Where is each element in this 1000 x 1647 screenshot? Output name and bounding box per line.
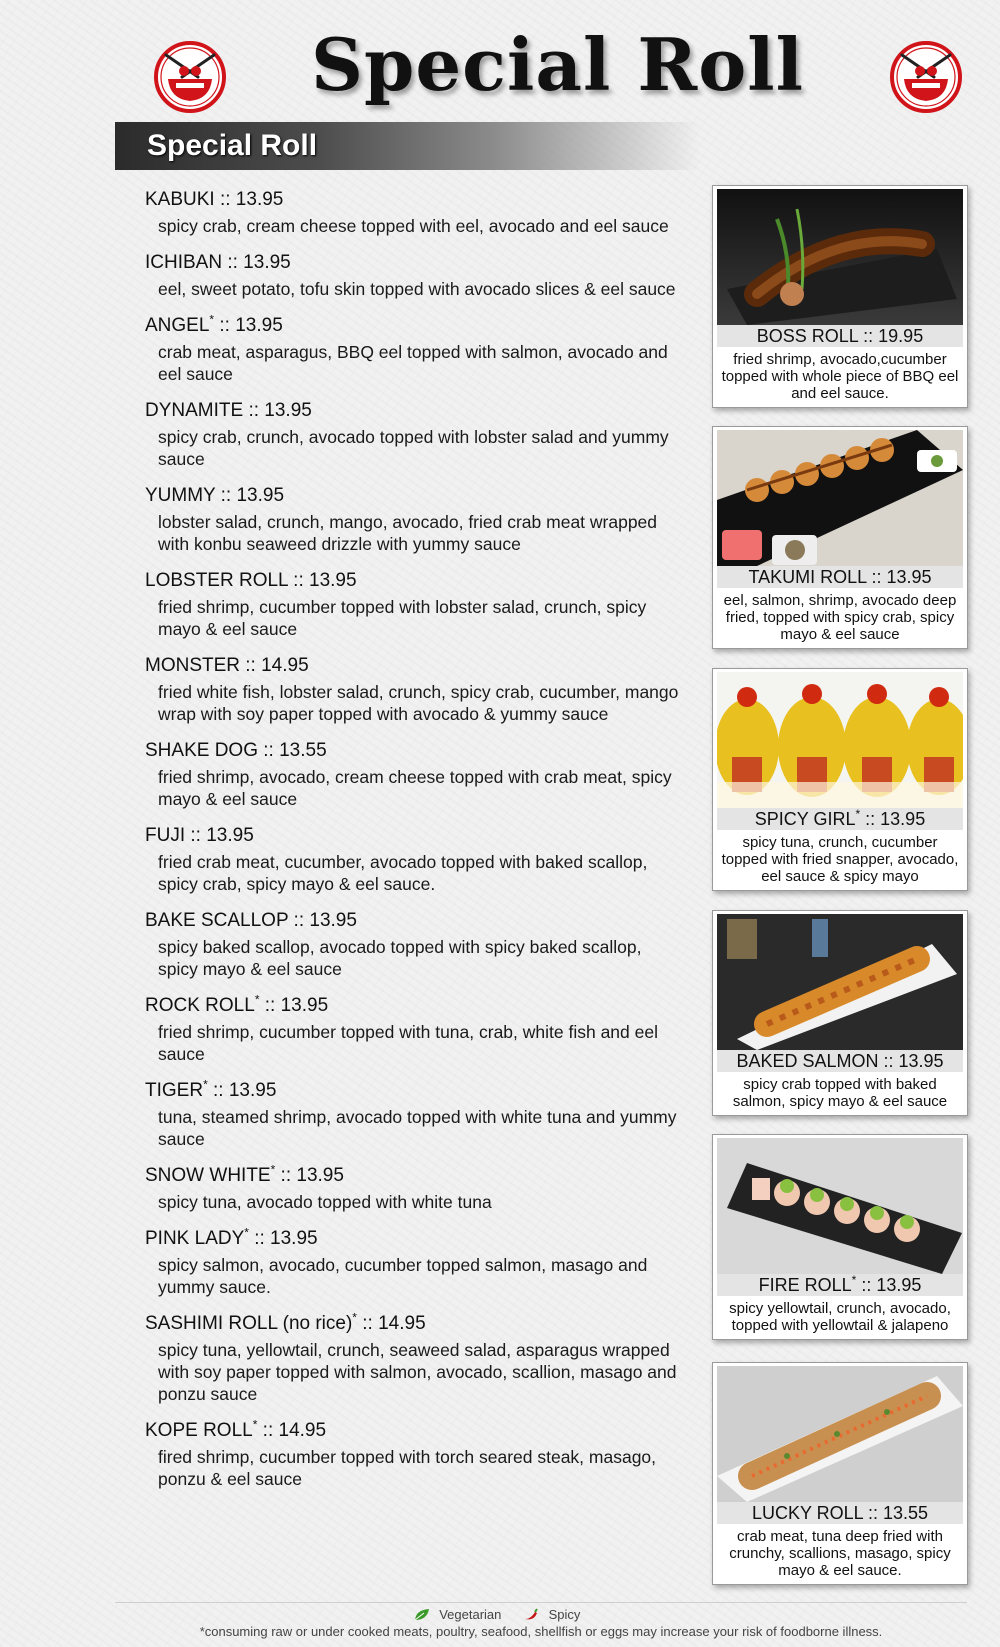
roll-photo xyxy=(717,430,963,566)
item-name: BAKE SCALLOP :: 13.95 xyxy=(145,910,357,931)
item-description: eel, sweet potato, tofu skin topped with avocado slices & eel sauce xyxy=(158,279,676,299)
card-title xyxy=(717,1274,963,1296)
card-description: fried shrimp, avocado,cucumber topped with whole piece of BBQ eel and eel sauce. xyxy=(721,351,959,402)
item-price: :: 14.95 xyxy=(257,1420,327,1441)
menu-item xyxy=(145,399,685,470)
item-title: SASHIMI ROLL (no rice) xyxy=(145,1313,353,1334)
item-title: TIGER xyxy=(145,1080,204,1101)
item-name xyxy=(145,314,685,338)
item-description: fried shrimp, cucumber topped with tuna, crab, white fish and eel sauce xyxy=(158,1022,658,1064)
item-name: MONSTER :: 14.95 xyxy=(145,655,309,676)
card-title-text: SPICY GIRL xyxy=(754,809,856,829)
item-description: spicy tuna, yellowtail, crunch, seaweed salad, asparagus wrapped with soy paper topped with salmon, avocado, scallion, masago and ponzu sauce xyxy=(158,1340,677,1404)
card-description: eel, salmon, shrimp, avocado deep fried, topped with spicy crab, spicy mayo & eel sauce xyxy=(723,592,957,643)
item-title: ROCK ROLL xyxy=(145,995,255,1016)
disclaimer: *consuming raw or under cooked meats, poultry, seafood, shellfish or eggs may increase your risk of foodborne illness. xyxy=(199,1624,883,1639)
menu-item xyxy=(145,251,685,300)
menu-item xyxy=(145,739,685,810)
raw-asterisk: * xyxy=(270,1162,276,1177)
item-description: fried white fish, lobster salad, crunch, spicy crab, cucumber, mango wrap with soy paper topped with avocado & yummy sauce xyxy=(158,682,679,724)
raw-asterisk: * xyxy=(203,1077,208,1092)
roll-photo xyxy=(717,189,963,325)
card-title: LUCKY ROLL :: 13.55 xyxy=(717,1502,963,1524)
item-description: tuna, steamed shrimp, avocado topped with white tuna and yummy sauce xyxy=(158,1107,677,1149)
item-price: :: 13.95 xyxy=(214,315,283,336)
menu-item xyxy=(145,484,685,555)
card-title: TAKUMI ROLL :: 13.95 xyxy=(717,566,963,588)
legend-vegetarian xyxy=(414,1607,511,1622)
item-price: :: 14.95 xyxy=(356,1313,426,1334)
legend-vegetarian-label: Vegetarian xyxy=(439,1607,502,1622)
item-name: YUMMY :: 13.95 xyxy=(145,485,285,506)
item-name: DYNAMITE :: 13.95 xyxy=(145,400,312,421)
item-title: KOPE ROLL xyxy=(145,1420,253,1441)
raw-asterisk: * xyxy=(352,1310,357,1325)
page-title: Special Roll xyxy=(311,22,804,107)
raw-asterisk: * xyxy=(254,992,260,1007)
menu-list xyxy=(145,188,685,1504)
item-description: fired shrimp, cucumber topped with torch seared steak, masago, ponzu & eel sauce xyxy=(158,1447,657,1489)
item-price: :: 13.95 xyxy=(275,1165,344,1186)
item-name xyxy=(145,1164,685,1188)
footer-divider xyxy=(115,1602,967,1603)
item-title: SNOW WHITE xyxy=(145,1165,271,1186)
menu-item xyxy=(145,569,685,640)
featured-card xyxy=(712,185,968,408)
raw-asterisk: * xyxy=(244,1225,249,1240)
item-description: lobster salad, crunch, mango, avocado, fried crab meat wrapped with konbu seaweed drizzle with yummy sauce xyxy=(158,512,658,554)
item-description: fried crab meat, cucumber, avocado topped with baked scallop, spicy crab, spicy mayo & eel sauce. xyxy=(158,852,648,894)
featured-card xyxy=(712,910,968,1116)
featured-card xyxy=(712,668,968,891)
legend xyxy=(0,1607,1000,1622)
card-description: spicy tuna, crunch, cucumber topped with fried snapper, avocado, eel sauce & spicy mayo xyxy=(721,834,959,885)
menu-item xyxy=(145,654,685,725)
menu-item xyxy=(145,1419,685,1490)
roll-photo xyxy=(717,672,963,808)
roll-photo xyxy=(717,914,963,1050)
item-name: SHAKE DOG :: 13.55 xyxy=(145,740,327,761)
card-price: :: 13.95 xyxy=(860,809,926,829)
menu-item xyxy=(145,188,685,237)
item-description: spicy baked scallop, avocado topped with spicy baked scallop, spicy mayo & eel sauce xyxy=(158,937,642,979)
item-description: spicy crab, cream cheese topped with eel, avocado and eel sauce xyxy=(158,216,669,236)
item-title: PINK LADY xyxy=(145,1228,245,1249)
item-name xyxy=(145,1312,685,1336)
menu-item xyxy=(145,1079,685,1150)
card-title: BOSS ROLL :: 19.95 xyxy=(717,325,963,347)
legend-spicy xyxy=(523,1607,586,1622)
item-description: fried shrimp, cucumber topped with lobster salad, crunch, spicy mayo & eel sauce xyxy=(158,597,647,639)
menu-item xyxy=(145,314,685,385)
card-title xyxy=(717,808,963,830)
card-description: crab meat, tuna deep fried with crunchy, scallions, masago, spicy mayo & eel sauce. xyxy=(729,1528,951,1579)
raw-asterisk: * xyxy=(855,807,861,821)
card-description: spicy yellowtail, crunch, avocado, topped with yellowtail & jalapeno xyxy=(729,1300,951,1334)
menu-item xyxy=(145,909,685,980)
item-name xyxy=(145,1419,685,1443)
legend-spicy-label: Spicy xyxy=(548,1607,581,1622)
menu-item xyxy=(145,1312,685,1405)
raw-asterisk: * xyxy=(252,1417,258,1432)
item-description: fried shrimp, avocado, cream cheese topped with crab meat, spicy mayo & eel sauce xyxy=(158,767,672,809)
card-description: spicy crab topped with baked salmon, spicy mayo & eel sauce xyxy=(732,1076,948,1110)
menu-item xyxy=(145,994,685,1065)
item-name: FUJI :: 13.95 xyxy=(145,825,254,846)
raw-asterisk: * xyxy=(209,312,215,327)
item-name: LOBSTER ROLL :: 13.95 xyxy=(145,570,357,591)
item-name xyxy=(145,1079,685,1103)
section-header xyxy=(115,122,700,170)
roll-photo xyxy=(717,1138,963,1274)
item-price: :: 13.95 xyxy=(248,1228,318,1249)
raw-asterisk: * xyxy=(851,1273,857,1287)
item-description: crab meat, asparagus, BBQ eel topped with salmon, avocado and eel sauce xyxy=(158,342,668,384)
item-price: :: 13.95 xyxy=(207,1080,277,1101)
item-name: KABUKI :: 13.95 xyxy=(145,189,284,210)
featured-card xyxy=(712,426,968,649)
menu-item xyxy=(145,1164,685,1213)
item-description: spicy tuna, avocado topped with white tuna xyxy=(158,1192,492,1212)
card-price: :: 13.95 xyxy=(856,1275,922,1295)
item-title: ANGEL xyxy=(145,315,210,336)
item-description: spicy crab, crunch, avocado topped with lobster salad and yummy sauce xyxy=(158,427,669,469)
item-description: spicy salmon, avocado, cucumber topped salmon, masago and yummy sauce. xyxy=(158,1255,648,1297)
roll-photo xyxy=(717,1366,963,1502)
item-price: :: 13.95 xyxy=(259,995,329,1016)
chili-pepper-icon xyxy=(523,1608,539,1621)
card-title-text: FIRE ROLL xyxy=(758,1275,852,1295)
featured-card xyxy=(712,1134,968,1340)
item-name xyxy=(145,1227,685,1251)
card-title: BAKED SALMON :: 13.95 xyxy=(717,1050,963,1072)
menu-item xyxy=(145,1227,685,1298)
section-title: Special Roll xyxy=(147,129,318,162)
leaf-icon xyxy=(414,1608,430,1621)
item-name: ICHIBAN :: 13.95 xyxy=(145,252,291,273)
featured-card xyxy=(712,1362,968,1585)
item-name xyxy=(145,994,685,1018)
menu-item xyxy=(145,824,685,895)
